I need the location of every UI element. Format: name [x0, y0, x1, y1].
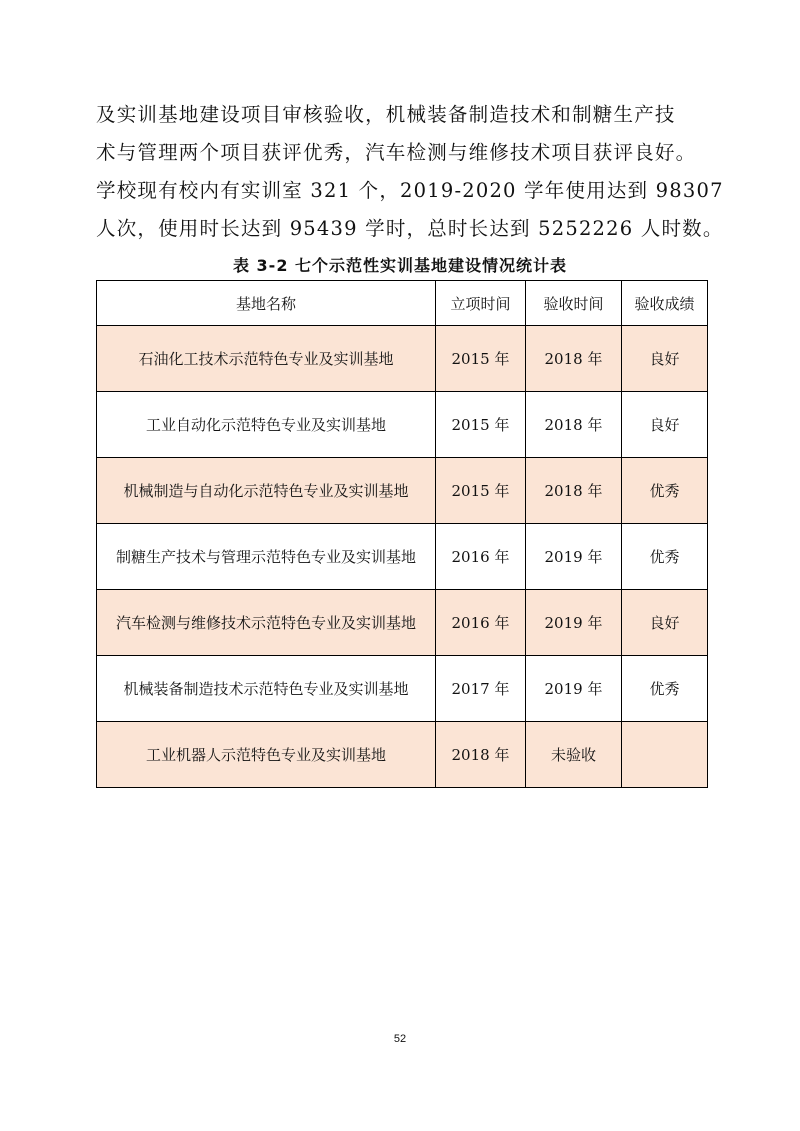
cell-start-time: 2017 年	[436, 656, 526, 722]
cell-start-time: 2015 年	[436, 392, 526, 458]
cell-acceptance-time: 未验收	[526, 722, 622, 788]
table-header-row	[97, 281, 708, 326]
cell-acceptance-time: 2019 年	[526, 590, 622, 656]
cell-grade: 良好	[622, 326, 708, 392]
body-paragraph	[96, 96, 724, 248]
cell-acceptance-time: 2018 年	[526, 392, 622, 458]
cell-grade: 优秀	[622, 656, 708, 722]
cell-grade	[622, 722, 708, 788]
training-base-table	[96, 280, 708, 788]
header-acceptance-grade: 验收成绩	[622, 281, 708, 326]
paragraph-line: 术与管理两个项目获评优秀，汽车检测与维修技术项目获评良好。	[96, 141, 697, 164]
cell-start-time: 2015 年	[436, 458, 526, 524]
cell-start-time: 2016 年	[436, 590, 526, 656]
paragraph-line: 及实训基地建设项目审核验收，机械装备制造技术和制糖生产技	[96, 103, 676, 126]
table-caption: 表 3-2 七个示范性实训基地建设情况统计表	[232, 256, 568, 275]
cell-acceptance-time: 2018 年	[526, 326, 622, 392]
table-row	[97, 722, 708, 788]
cell-start-time: 2018 年	[436, 722, 526, 788]
table-row	[97, 458, 708, 524]
cell-base-name: 工业机器人示范特色专业及实训基地	[97, 722, 436, 788]
header-start-time: 立项时间	[436, 281, 526, 326]
cell-base-name: 工业自动化示范特色专业及实训基地	[97, 392, 436, 458]
cell-grade: 良好	[622, 590, 708, 656]
cell-base-name: 石油化工技术示范特色专业及实训基地	[97, 326, 436, 392]
cell-base-name: 机械装备制造技术示范特色专业及实训基地	[97, 656, 436, 722]
paragraph-line: 人次，使用时长达到 95439 学时，总时长达到 5252226 人时数。	[96, 217, 724, 240]
cell-grade: 优秀	[622, 524, 708, 590]
cell-grade: 优秀	[622, 458, 708, 524]
cell-grade: 良好	[622, 392, 708, 458]
table-row	[97, 656, 708, 722]
table-row	[97, 326, 708, 392]
table-row	[97, 524, 708, 590]
header-acceptance-time: 验收时间	[526, 281, 622, 326]
cell-acceptance-time: 2019 年	[526, 656, 622, 722]
cell-base-name: 机械制造与自动化示范特色专业及实训基地	[97, 458, 436, 524]
cell-start-time: 2015 年	[436, 326, 526, 392]
paragraph-line: 学校现有校内有实训室 321 个，2019-2020 学年使用达到 98307	[96, 179, 724, 202]
cell-acceptance-time: 2018 年	[526, 458, 622, 524]
page-number: 52	[393, 1033, 407, 1045]
cell-base-name: 汽车检测与维修技术示范特色专业及实训基地	[97, 590, 436, 656]
table-row	[97, 392, 708, 458]
cell-acceptance-time: 2019 年	[526, 524, 622, 590]
cell-start-time: 2016 年	[436, 524, 526, 590]
header-base-name: 基地名称	[97, 281, 436, 326]
cell-base-name: 制糖生产技术与管理示范特色专业及实训基地	[97, 524, 436, 590]
table-row	[97, 590, 708, 656]
